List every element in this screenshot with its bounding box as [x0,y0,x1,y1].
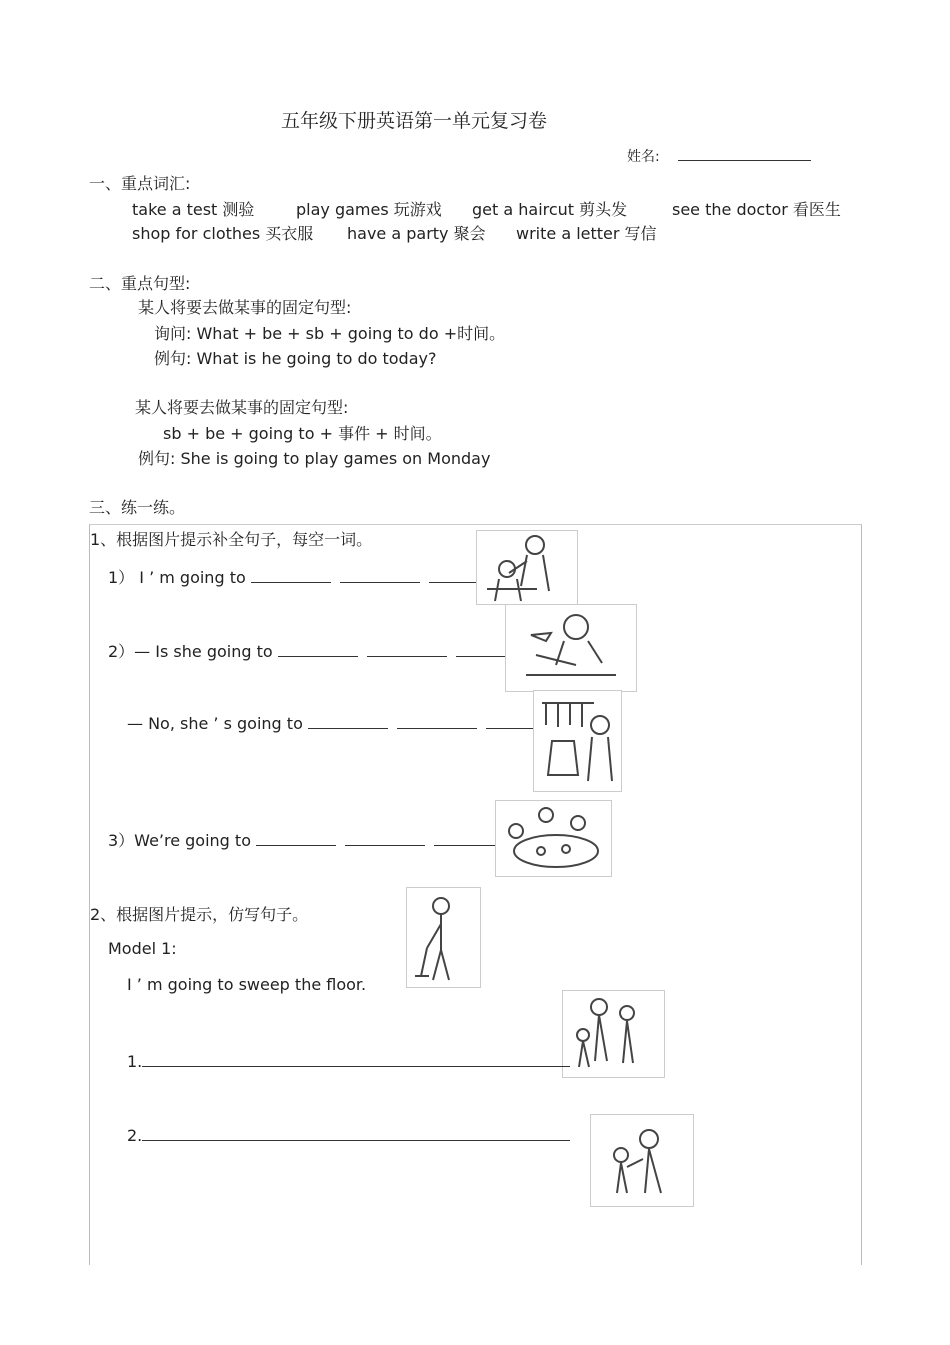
line-number: 1. [127,1052,143,1071]
write-line-1[interactable] [127,1052,570,1071]
question-1-text: 1） I ’ m going to [108,568,246,587]
question-1 [108,565,513,588]
question-3-text: 3）We’re going to [108,831,251,850]
vocab-item: have a party 聚会 [347,224,486,243]
pattern2-formula: sb + be + going to + 事件 + 时间。 [163,424,442,443]
haircut-picture [476,530,578,605]
vocab-item: see the doctor 看医生 [672,200,841,219]
section3-heading: 三、练一练。 [89,498,186,517]
line-number: 2. [127,1126,143,1145]
pattern1-ask: 询问: What + be + sb + going to do +时间。 [154,324,506,343]
write-line-2[interactable] [127,1126,570,1145]
question-2a-text: 2）— Is she going to [108,642,273,661]
name-field[interactable] [678,160,811,161]
section2-heading: 二、重点句型: [89,274,191,293]
pattern1-title: 某人将要去做某事的固定句型: [138,298,352,317]
answer-blank[interactable] [340,582,420,583]
pattern1-example: 例句: What is he going to do today? [154,349,437,368]
answer-blank[interactable] [367,656,447,657]
part2-heading: 2、根据图片提示，仿写句子。 [90,905,309,924]
question-2b [127,714,570,733]
section1-heading: 一、重点词汇: [89,174,191,193]
answer-blank[interactable] [345,845,425,846]
shopping-clothes-picture [533,690,622,792]
sweeping-picture [406,887,481,988]
model-sentence: I ’ m going to sweep the floor. [127,975,367,994]
family-picture [562,990,665,1078]
answer-blank[interactable] [308,728,388,729]
pattern2-title: 某人将要去做某事的固定句型: [135,398,349,417]
doctor-picture [590,1114,694,1207]
answer-blank[interactable] [256,845,336,846]
party-picture [495,800,612,877]
answer-blank[interactable] [278,656,358,657]
part1-heading: 1、根据图片提示补全句子，每空一词。 [90,530,373,549]
name-label: 姓名: [627,149,660,165]
vocab-item: shop for clothes 买衣服 [132,224,314,243]
answer-blank[interactable] [397,728,477,729]
pattern2-example: 例句: She is going to play games on Monday [138,449,491,468]
vocab-item: take a test 测验 [132,200,255,219]
question-2a [108,639,548,662]
write-line-blank[interactable] [142,1140,570,1141]
model-label: Model 1: [108,939,177,958]
vocab-item: write a letter 写信 [516,224,657,243]
answer-blank[interactable] [251,582,331,583]
vocab-item: get a haircut 剪头发 [472,200,628,219]
vocab-item: play games 玩游戏 [296,200,442,219]
page-title: 五年级下册英语第一单元复习卷 [281,110,548,132]
question-3 [108,828,518,851]
question-2b-text: — No, she ’ s going to [127,714,303,733]
write-line-blank[interactable] [142,1066,570,1067]
writing-letter-picture [505,604,637,692]
